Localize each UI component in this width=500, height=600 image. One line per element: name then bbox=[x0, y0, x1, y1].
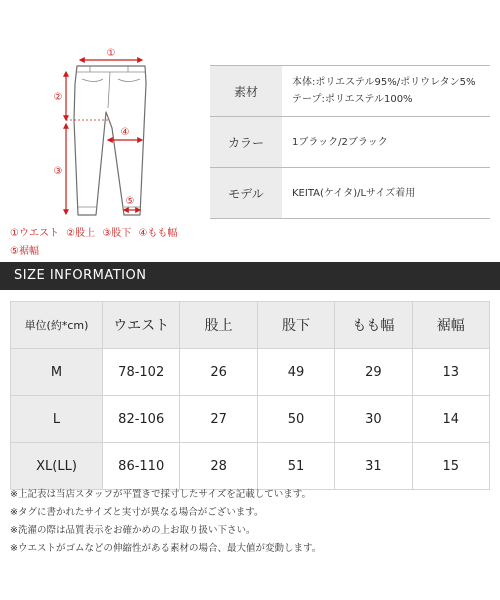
table-cell: 14 bbox=[412, 396, 489, 443]
table-cell: 26 bbox=[180, 349, 257, 396]
size-table-header-row bbox=[11, 302, 490, 349]
spec-line: 1ブラック/2ブラック bbox=[292, 136, 388, 148]
spec-table bbox=[210, 65, 490, 219]
note-line: ※洗濯の際は品質表示をお確かめの上お取り扱い下さい。 bbox=[10, 525, 256, 536]
table-cell: 27 bbox=[180, 396, 257, 443]
measurement-legend bbox=[10, 225, 210, 261]
table-cell: 31 bbox=[335, 443, 412, 490]
marker-5: ⑤ bbox=[125, 196, 135, 207]
header-unit: 単位(約*cm) bbox=[11, 302, 103, 349]
table-cell: 15 bbox=[412, 443, 489, 490]
spec-label: 素材 bbox=[210, 66, 282, 117]
header-thigh: もも幅 bbox=[335, 302, 412, 349]
banner-title: SIZE INFORMATION bbox=[14, 268, 147, 283]
note-line: ※タグに書かれたサイズと実寸が異なる場合がございます。 bbox=[10, 507, 264, 518]
table-cell: 78-102 bbox=[103, 349, 180, 396]
legend-item: ④もも幅 bbox=[138, 228, 178, 239]
table-cell: 13 bbox=[412, 349, 489, 396]
spec-row bbox=[210, 168, 490, 219]
header-waist: ウエスト bbox=[103, 302, 180, 349]
marker-1: ① bbox=[106, 48, 116, 59]
table-row bbox=[11, 349, 490, 396]
spec-row bbox=[210, 117, 490, 168]
row-size: XL(LL) bbox=[11, 443, 103, 490]
row-size: L bbox=[11, 396, 103, 443]
table-cell: 50 bbox=[257, 396, 334, 443]
table-cell: 28 bbox=[180, 443, 257, 490]
pants-diagram bbox=[0, 0, 200, 260]
marker-4: ④ bbox=[120, 127, 130, 138]
size-table bbox=[10, 301, 490, 490]
spec-row bbox=[210, 66, 490, 117]
row-size: M bbox=[11, 349, 103, 396]
spec-line: KEITA(ケイタ)/Lサイズ着用 bbox=[292, 187, 416, 199]
table-row bbox=[11, 396, 490, 443]
legend-item: ③股下 bbox=[102, 228, 132, 239]
header-hem: 裾幅 bbox=[412, 302, 489, 349]
spec-label: カラー bbox=[210, 117, 282, 168]
spec-value bbox=[282, 117, 490, 168]
table-row bbox=[11, 443, 490, 490]
size-notes bbox=[10, 486, 490, 558]
header-rise: 股上 bbox=[180, 302, 257, 349]
spec-line: 本体:ポリエステル95%/ポリウレタン5% bbox=[292, 77, 476, 88]
spec-value bbox=[282, 168, 490, 219]
spec-value bbox=[282, 66, 490, 117]
spec-label: モデル bbox=[210, 168, 282, 219]
size-information-banner bbox=[0, 262, 500, 290]
table-cell: 49 bbox=[257, 349, 334, 396]
table-cell: 29 bbox=[335, 349, 412, 396]
legend-item: ⑤裾幅 bbox=[10, 246, 39, 257]
spec-line: テープ:ポリエステル100% bbox=[292, 94, 413, 105]
marker-2: ② bbox=[53, 92, 63, 103]
table-cell: 86-110 bbox=[103, 443, 180, 490]
note-line: ※上記表は当店スタッフが平置きで採寸したサイズを記載しています。 bbox=[10, 489, 311, 500]
legend-item: ①ウエスト bbox=[10, 228, 59, 239]
note-line: ※ウエストがゴムなどの伸縮性がある素材の場合、最大値が変動します。 bbox=[10, 543, 322, 554]
marker-3: ③ bbox=[53, 166, 63, 177]
table-cell: 30 bbox=[335, 396, 412, 443]
legend-item: ②股上 bbox=[66, 228, 96, 239]
table-cell: 82-106 bbox=[103, 396, 180, 443]
table-cell: 51 bbox=[257, 443, 334, 490]
header-inseam: 股下 bbox=[257, 302, 334, 349]
